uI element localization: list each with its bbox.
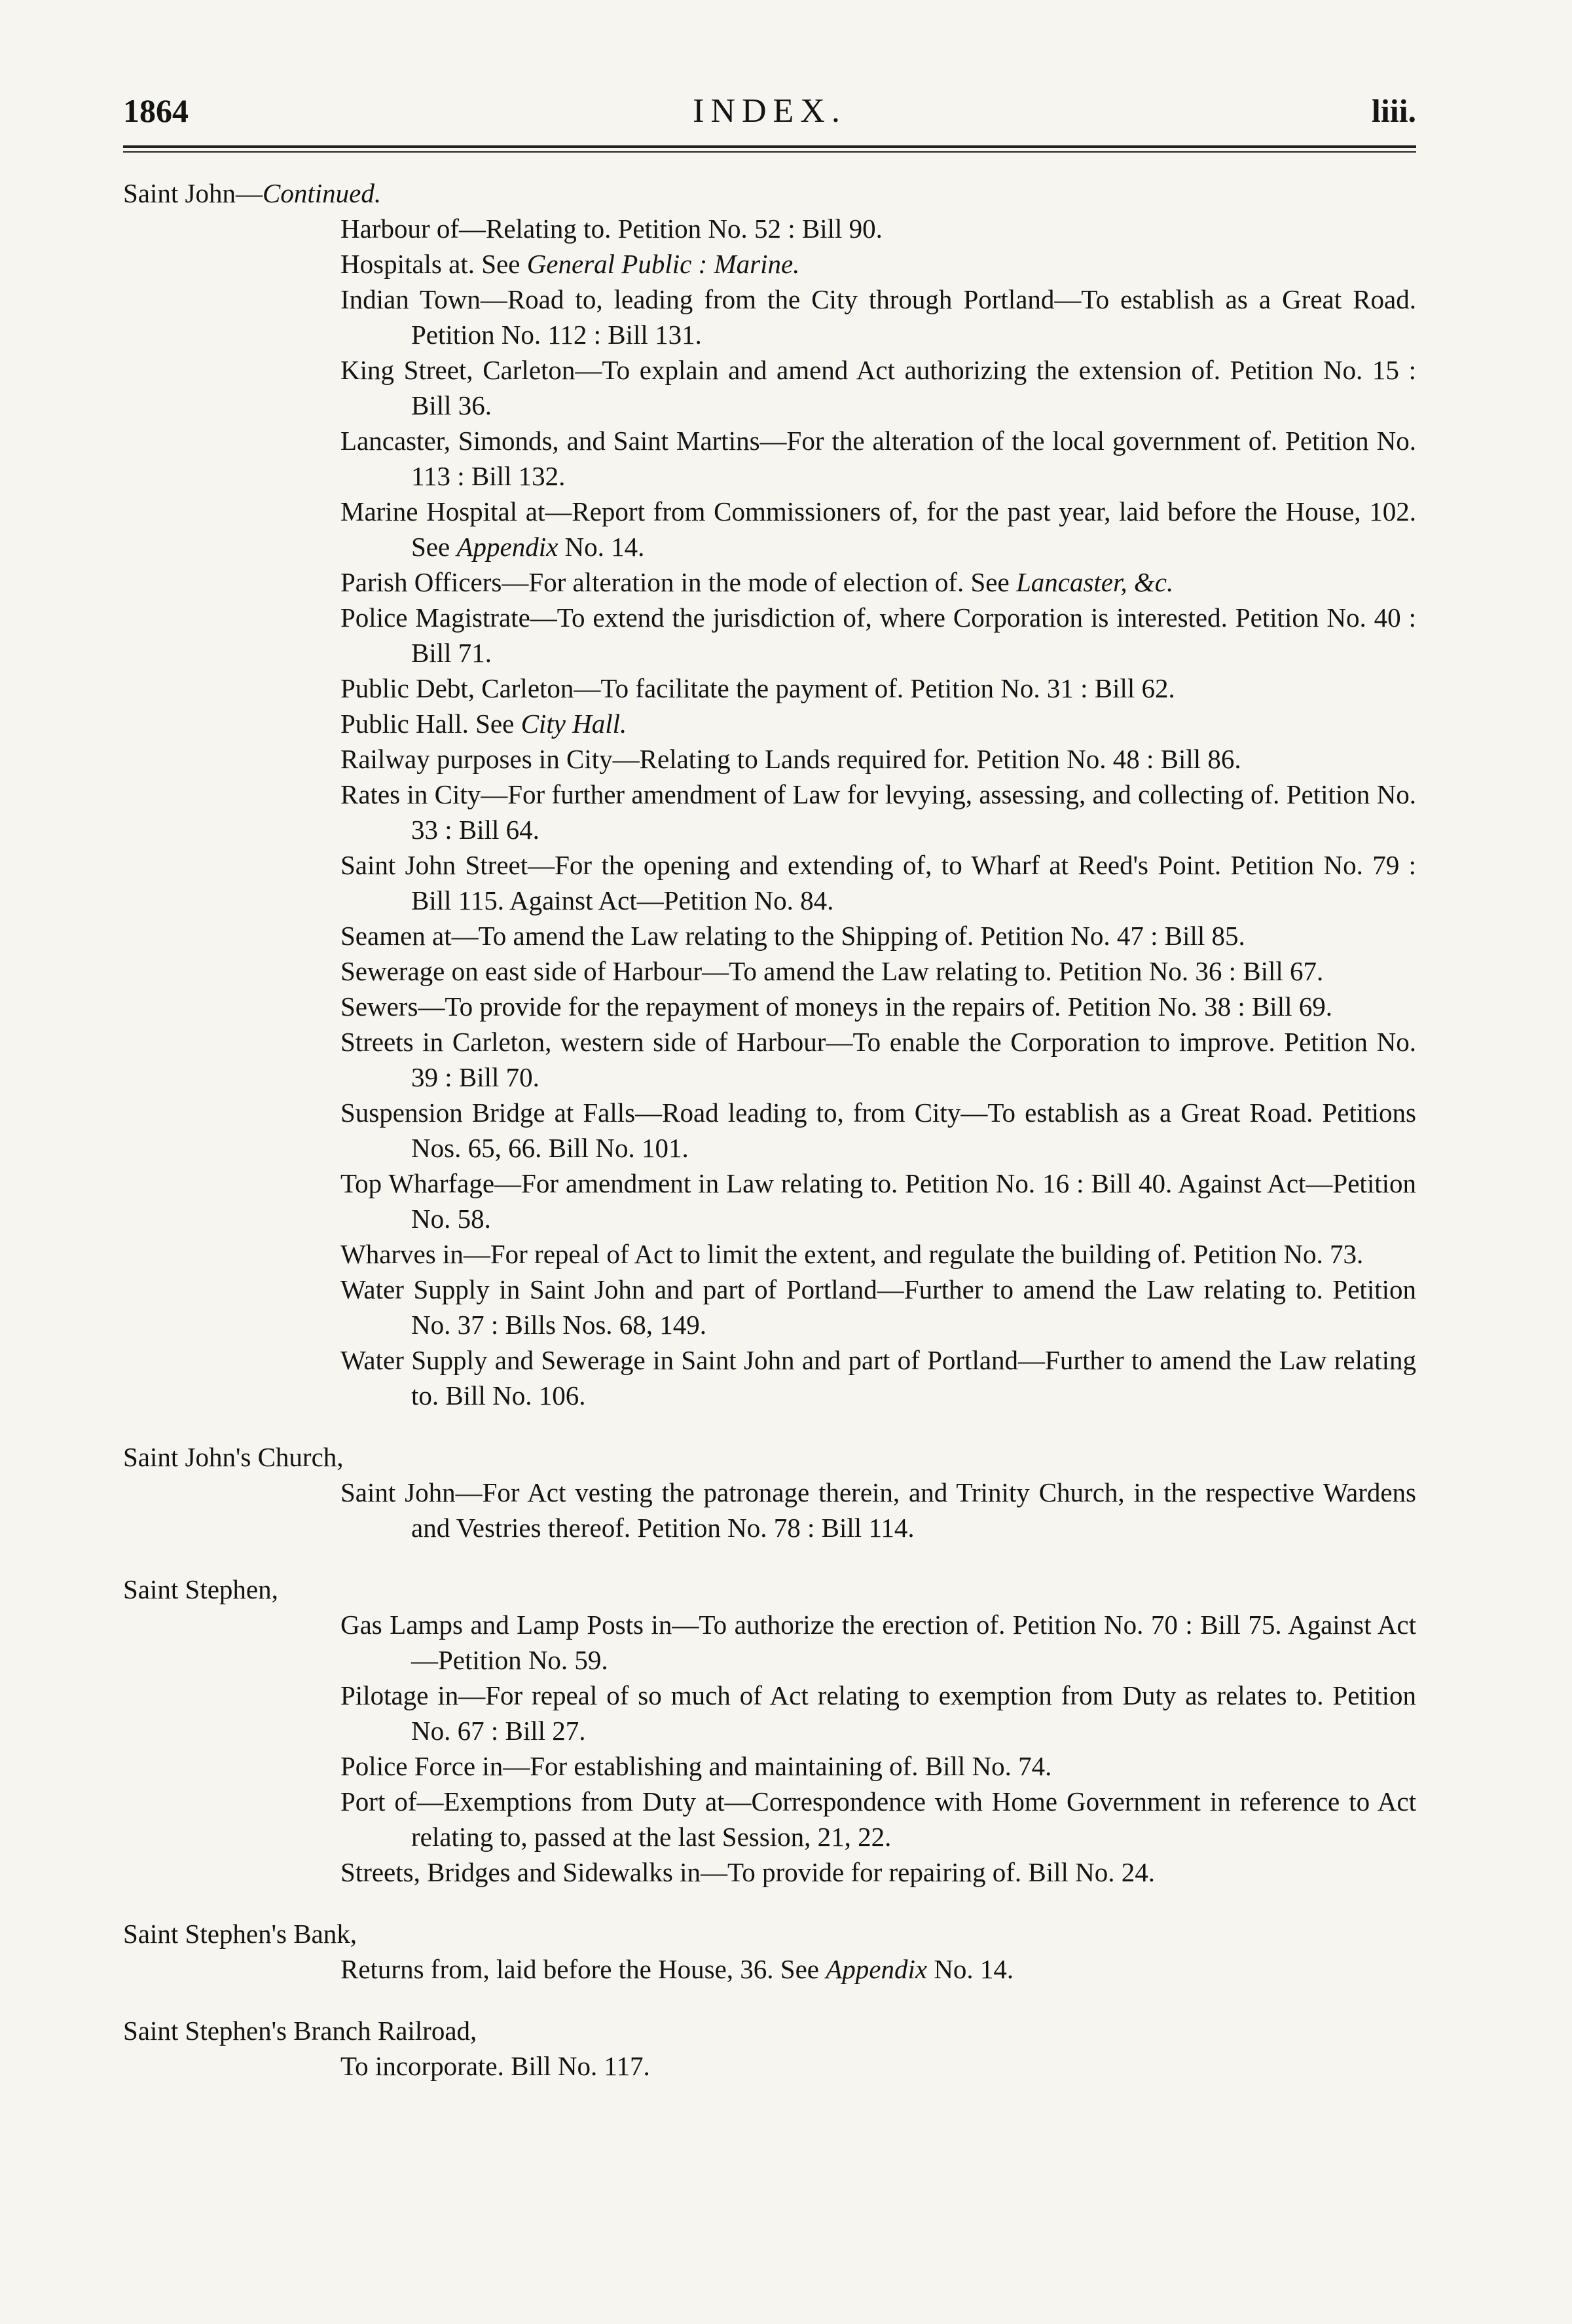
entry-text: Saint John—For Act vesting the patronage therein, and Trinity Church, in the respective Wardens and Vestries thereof. Petition No. 78 : Bill 114. xyxy=(340,1477,1416,1543)
entry-text: Police Force in—For establishing and maintaining of. Bill No. 74. xyxy=(340,1751,1052,1781)
index-entry xyxy=(195,847,1416,918)
index-content xyxy=(123,175,1416,2084)
entry-text: Railway purposes in City—Relating to Lands required for. Petition No. 48 : Bill 86. xyxy=(340,744,1241,774)
index-heading xyxy=(123,175,1416,211)
entry-text: Pilotage in—For repeal of so much of Act relating to exemption from Duty as relates to. Petition No. 67 : Bill 27. xyxy=(340,1680,1416,1746)
index-entry xyxy=(195,423,1416,494)
page-header xyxy=(123,92,1416,144)
entry-text: Rates in City—For further amendment of Law for levying, assessing, and collecting of. Petition No. 33 : Bill 64. xyxy=(340,779,1416,845)
index-group xyxy=(123,2013,1416,2084)
entry-text: Wharves in—For repeal of Act to limit the extent, and regulate the building of. Petition No. 73. xyxy=(340,1239,1364,1269)
index-entry xyxy=(195,1784,1416,1854)
index-entry xyxy=(195,1951,1416,1987)
index-entry xyxy=(195,1607,1416,1678)
entry-text: Hospitals at. See xyxy=(340,249,527,279)
index-heading-text: Saint Stephen, xyxy=(123,1574,278,1604)
index-entry xyxy=(195,1748,1416,1784)
index-entry xyxy=(195,352,1416,423)
entry-italic-ref: Appendix xyxy=(826,1954,928,1984)
index-entry xyxy=(195,706,1416,741)
index-entry xyxy=(195,2048,1416,2084)
index-entry xyxy=(195,1236,1416,1272)
header-title: INDEX. xyxy=(693,92,847,130)
entry-text: Suspension Bridge at Falls—Road leading to, from City—To establish as a Great Road. Petitions Nos. 65, 66. Bill No. 101. xyxy=(340,1097,1416,1163)
entry-text: No. 14. xyxy=(927,1954,1014,1984)
index-entry xyxy=(195,953,1416,989)
entry-text: Port of—Exemptions from Duty at—Correspondence with Home Government in reference to Act relating to, passed at the last Session, 21, 22. xyxy=(340,1786,1416,1852)
index-entry xyxy=(195,1272,1416,1342)
index-heading xyxy=(123,1916,1416,1951)
entry-italic-ref: Lancaster, &c. xyxy=(1015,567,1174,597)
entry-text: Public Hall. See xyxy=(340,709,521,739)
header-page-number: liii. xyxy=(1371,92,1416,129)
entry-text: King Street, Carleton—To explain and amend Act authorizing the extension of. Petition No. 15 : Bill 36. xyxy=(340,355,1416,420)
index-entry xyxy=(195,1095,1416,1166)
entry-text: Parish Officers—For alteration in the mode of election of. See xyxy=(340,567,1016,597)
entry-text: Saint John Street—For the opening and extending of, to Wharf at Reed's Point. Petition No. 79 : Bill 115. Against Act—Petition No. 84. xyxy=(340,850,1416,915)
entry-text: Water Supply in Saint John and part of Portland—Further to amend the Law relating to. Petition No. 37 : Bills Nos. 68, 149. xyxy=(340,1274,1416,1340)
entry-text: Returns from, laid before the House, 36. See xyxy=(340,1954,826,1984)
index-entry xyxy=(195,777,1416,847)
entry-text: Gas Lamps and Lamp Posts in—To authorize the erection of. Petition No. 70 : Bill 75. Against Act—Petition No. 59. xyxy=(340,1610,1416,1675)
entry-italic-ref: City Hall. xyxy=(521,709,627,739)
entry-text: Streets, Bridges and Sidewalks in—To provide for repairing of. Bill No. 24. xyxy=(340,1857,1156,1887)
index-entry xyxy=(195,211,1416,246)
index-entry xyxy=(195,671,1416,706)
index-entry xyxy=(195,1475,1416,1545)
entry-text: Top Wharfage—For amendment in Law relating to. Petition No. 16 : Bill 40. Against Act—Petition No. 58. xyxy=(340,1168,1416,1234)
index-entry xyxy=(195,1342,1416,1413)
index-heading-continued: Continued. xyxy=(263,178,382,208)
index-entry xyxy=(195,741,1416,777)
index-entry xyxy=(195,1854,1416,1890)
entry-text: Police Magistrate—To extend the jurisdiction of, where Corporation is interested. Petition No. 40 : Bill 71. xyxy=(340,602,1416,668)
entry-text: To incorporate. Bill No. 117. xyxy=(340,2051,650,2081)
index-group xyxy=(123,1916,1416,1987)
header-rule-thin xyxy=(123,151,1416,153)
index-heading-text: Saint Stephen's Bank, xyxy=(123,1919,357,1949)
entry-text: Water Supply and Sewerage in Saint John and part of Portland—Further to amend the Law relating to. Bill No. 106. xyxy=(340,1345,1416,1411)
index-entry xyxy=(195,1678,1416,1748)
index-entry xyxy=(195,918,1416,953)
index-entry xyxy=(195,246,1416,282)
index-group xyxy=(123,175,1416,1413)
index-entry xyxy=(195,989,1416,1024)
header-year: 1864 xyxy=(123,92,189,129)
index-heading-text: Saint John— xyxy=(123,178,263,208)
index-heading xyxy=(123,1439,1416,1475)
entry-text: Seamen at—To amend the Law relating to the Shipping of. Petition No. 47 : Bill 85. xyxy=(340,921,1245,951)
index-entry xyxy=(195,564,1416,600)
entry-text: Marine Hospital at—Report from Commissioners of, for the past year, laid before the House, 102. See xyxy=(340,496,1416,562)
entry-text: No. 14. xyxy=(558,532,645,562)
entry-text: Indian Town—Road to, leading from the City through Portland—To establish as a Great Road. Petition No. 112 : Bill 131. xyxy=(340,284,1416,350)
index-heading xyxy=(123,1572,1416,1607)
index-entry xyxy=(195,1024,1416,1095)
header-rule-thick xyxy=(123,145,1416,148)
index-entry xyxy=(195,494,1416,564)
entry-italic-ref: Appendix xyxy=(456,532,558,562)
entry-text: Sewerage on east side of Harbour—To amend the Law relating to. Petition No. 36 : Bill 67. xyxy=(340,956,1324,986)
entry-text: Streets in Carleton, western side of Harbour—To enable the Corporation to improve. Petition No. 39 : Bill 70. xyxy=(340,1027,1416,1092)
entry-text: Lancaster, Simonds, and Saint Martins—For the alteration of the local government of. Petition No. 113 : Bill 132. xyxy=(340,426,1416,491)
index-heading xyxy=(123,2013,1416,2048)
entry-text: Harbour of—Relating to. Petition No. 52 : Bill 90. xyxy=(340,213,883,244)
entry-italic-ref: General Public : Marine. xyxy=(526,249,800,279)
index-entry xyxy=(195,600,1416,671)
index-heading-text: Saint John's Church, xyxy=(123,1442,344,1472)
index-heading-text: Saint Stephen's Branch Railroad, xyxy=(123,2016,477,2046)
index-group xyxy=(123,1439,1416,1545)
index-group xyxy=(123,1572,1416,1890)
entry-text: Public Debt, Carleton—To facilitate the payment of. Petition No. 31 : Bill 62. xyxy=(340,673,1175,703)
index-entry xyxy=(195,282,1416,352)
index-entry xyxy=(195,1166,1416,1236)
entry-text: Sewers—To provide for the repayment of moneys in the repairs of. Petition No. 38 : Bill 69. xyxy=(340,991,1332,1022)
